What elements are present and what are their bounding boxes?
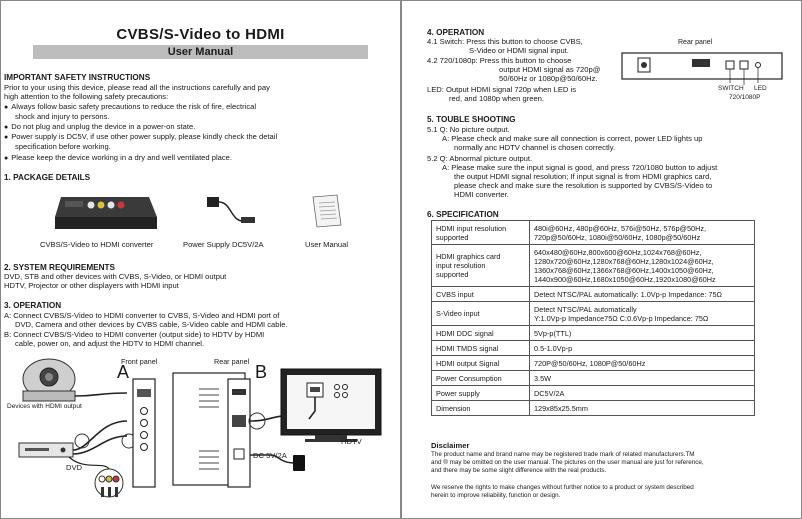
spec-value-cell: [530, 401, 755, 416]
operation-a-1: A: Connect CVBS/S-Video to HDMI converter to CVBS, S-Video and HDMI port of: [4, 311, 280, 320]
spec-value-cell: [530, 356, 755, 371]
spec-row: [432, 386, 755, 401]
spec-value-cell: [530, 221, 755, 245]
diagram-hdtv-label: HDTV: [341, 437, 362, 446]
spec-table-body: [432, 221, 755, 416]
diagram-label-b: B: [255, 362, 268, 382]
op4-line-2: S-Video or HDMI signal input.: [469, 46, 569, 55]
spec-key-line: supported: [436, 270, 469, 279]
spec-key-line: HDMI input resolution: [436, 223, 507, 233]
trouble-a2-4: HDMI converter.: [454, 190, 509, 199]
spec-key-line: Dimension: [436, 403, 471, 413]
spec-row: [432, 401, 755, 416]
disclaimer-line-1: The product name and brand name may be registered trade mark of related manufacturers.TM: [431, 451, 695, 458]
spec-value-line: 3.5W: [534, 373, 552, 383]
op4-heading: 4. OPERATION: [427, 28, 485, 37]
spec-key-cell: [432, 221, 530, 245]
disclaimer-line-2: and ® may be omitted on the user manual. The pictures on the user manual are just for reference,: [431, 459, 704, 466]
spec-row: [432, 302, 755, 326]
operation-heading: 3. OPERATION: [4, 301, 62, 310]
spec-key-line: Power Consumption: [436, 373, 502, 383]
spec-key-cell: [432, 302, 530, 326]
spec-key-line: input resolution: [436, 261, 486, 270]
spec-value-cell: [530, 371, 755, 386]
op4-line-7: red, and 1080p when green.: [449, 94, 544, 103]
spec-key-line: HDMI output Signal: [436, 358, 500, 368]
op4-line-1: 4.1 Switch: Press this button to choose CVBS,: [427, 37, 583, 46]
disclaimer-line-4: We reserve the rights to make changes without further notice to a product or system described: [431, 484, 694, 491]
spec-value-cell: [530, 341, 755, 356]
spec-value-cell: [530, 245, 755, 287]
trouble-a2-3: please check and make sure the resolution is supported by CVBS/S-Video to: [454, 181, 713, 190]
trouble-heading: 5. TOUBLE SHOOTING: [427, 115, 516, 124]
spec-key-line: HDMI TMDS signal: [436, 343, 499, 353]
manual-banner: User Manual: [33, 45, 368, 59]
safety-bullet-4-text: Please keep the device working in a dry and well ventilated place.: [11, 153, 233, 162]
spec-value-line: 1440x900@60Hz,1680x1050@60Hz,1920x1080@60Hz: [534, 274, 716, 284]
spec-key-line: HDMI graphics card: [436, 252, 501, 261]
user-manual-image: [309, 193, 345, 231]
safety-bullet-1-cont: shock and injury to persons.: [15, 112, 110, 121]
spec-row: [432, 341, 755, 356]
spec-key-line: HDMI DDC signal: [436, 328, 494, 338]
spec-key-cell: [432, 326, 530, 341]
spec-value-line: Detect NTSC/PAL automatically: [534, 304, 637, 314]
operation-a-2: DVD, Camera and other devices by CVBS cable, S-Video cable and HDMI cable.: [15, 320, 288, 329]
spec-key-cell: [432, 356, 530, 371]
spec-table: [431, 220, 755, 416]
disclaimer-heading: Disclaimer: [431, 441, 470, 450]
spec-row: [432, 356, 755, 371]
safety-intro-2: high attention to the following safety precautions:: [4, 92, 169, 101]
rear-switch-label: SWITCH: [718, 85, 744, 92]
spec-value-cell: [530, 386, 755, 401]
safety-heading: IMPORTANT SAFETY INSTRUCTIONS: [4, 73, 151, 82]
camera-icon: [23, 359, 75, 401]
trouble-a1-2: normally anc HDTV channel is chosen correctly.: [454, 143, 616, 152]
spec-value-line: 1360x768@60Hz,1366x768@60Hz,1400x1050@60Hz,: [534, 265, 714, 275]
safety-bullet-1-text: Always follow basic safety precautions to reduce the risk of fire, electrical: [11, 102, 257, 111]
rear-led-label: LED: [754, 85, 767, 92]
sysreq-line-1: DVD, STB and other devices with CVBS, S-Video, or HDMI output: [4, 272, 227, 281]
safety-bullet-3: [4, 132, 277, 142]
spec-value-line: Detect NTSC/PAL automatically: 1.0Vp-p Impedance: 75Ω: [534, 289, 722, 299]
trouble-q2: 5.2 Q: Abnormal picture output.: [427, 154, 533, 163]
spec-key-cell: [432, 341, 530, 356]
power-supply-image: [201, 191, 261, 231]
spec-row: [432, 245, 755, 287]
safety-bullet-2-text: Do not plug and unplug the device in a power-on state.: [11, 122, 196, 131]
disclaimer-line-5: herein to improve reliability, function or design.: [431, 492, 561, 499]
diagram-devices-label: Devices with HDMI output: [7, 403, 82, 410]
diagram-dc-label: DC 5V/2A: [253, 451, 287, 460]
package-item-manual: User Manual: [305, 240, 349, 249]
package-heading: 1. PACKAGE DETAILS: [4, 173, 91, 182]
diagram-dvd-label: DVD: [66, 463, 83, 472]
rear-panel-diagram: [620, 49, 786, 85]
op4-line-5: 50/60Hz or 1080p@50/60Hz.: [499, 74, 598, 83]
rca-connector-icon: [95, 469, 123, 497]
spec-row: [432, 287, 755, 302]
safety-intro-1: Prior to your using this device, please read all the instructions carefully and pay: [4, 83, 270, 92]
spec-key-line: supported: [436, 232, 469, 242]
spec-value-line: 640x480@60Hz,800x600@60Hz,1024x768@60Hz,: [534, 247, 702, 257]
diagram-front-panel: Front panel: [121, 357, 158, 366]
spec-value-line: Y:1.0Vp-p Impedance75Ω C:0.6Vp-p Impedance: 75Ω: [534, 313, 709, 323]
diagram-label-a: A: [117, 362, 130, 382]
op4-line-3: 4.2 720/1080p: Press this button to choose: [427, 56, 572, 65]
spec-value-line: DC5V/2A: [534, 388, 565, 398]
safety-bullet-2: [4, 122, 195, 132]
spec-key-cell: [432, 386, 530, 401]
spec-value-line: 5Vp-p(TTL): [534, 328, 572, 338]
spec-value-line: 0.5-1.0Vp-p: [534, 343, 573, 353]
rear-res-label: 720/1080P: [729, 94, 761, 101]
safety-bullet-1: [4, 102, 256, 112]
spec-value-line: 1280x720@60Hz,1280x768@60Hz,1280x1024@60Hz,: [534, 256, 714, 266]
spec-value-cell: [530, 302, 755, 326]
safety-bullet-3-text: Power supply is DC5V, if use other power supply, please kindly check the detail: [11, 132, 278, 141]
spec-value-line: 480i@60Hz, 480p@60Hz, 576i@50Hz, 576p@50Hz,: [534, 223, 707, 233]
spec-value-line: 720p@50/60Hz, 1080i@50/60Hz, 1080p@50/60Hz: [534, 232, 701, 242]
spec-key-cell: [432, 401, 530, 416]
operation-b-1: B: Connect CVBS/S-Video to HDMI converter (output side) to HDTV by HDMI: [4, 330, 265, 339]
spec-key-cell: [432, 371, 530, 386]
spec-key-cell: [432, 287, 530, 302]
package-item-converter: CVBS/S-Video to HDMI converter: [40, 240, 154, 249]
trouble-a2-2: the output HDMI signal resolution; If input signal is from HDMI graphics card,: [454, 172, 712, 181]
rear-panel-caption: Rear panel: [678, 39, 713, 46]
spec-row: [432, 221, 755, 245]
operation-b-2: cable, power on, and adjust the HDTV to HDMI channel.: [15, 339, 205, 348]
spec-heading: 6. SPECIFICATION: [427, 210, 499, 219]
spec-key-line: S-Video input: [436, 309, 480, 318]
op4-line-6: LED: Output HDMI signal 720p when LED is: [427, 85, 576, 94]
spec-row: [432, 326, 755, 341]
hdtv-icon: [281, 369, 381, 442]
converter-image: [53, 189, 159, 233]
sysreq-line-2: HDTV, Projector or other displayers with HDMI input: [4, 281, 179, 290]
dvd-player-icon: [19, 443, 73, 457]
safety-bullet-4: [4, 153, 232, 163]
spec-key-line: Power supply: [436, 388, 480, 398]
package-item-power: Power Supply DC5V/2A: [183, 240, 264, 249]
trouble-a1-1: A: Please check and make sure all connection is correct, power LED lights up: [442, 134, 703, 143]
trouble-a2-1: A: Please make sure the input signal is good, and press 720/1080 button to adjust: [442, 163, 718, 172]
trouble-q1: 5.1 Q: No picture output.: [427, 125, 510, 134]
spec-value-line: 720P@50/60Hz, 1080P@50/60Hz: [534, 358, 646, 368]
spec-value-line: 129x85x25.5mm: [534, 403, 588, 413]
safety-bullet-3-cont: specification before working.: [15, 142, 111, 151]
spec-row: [432, 371, 755, 386]
spec-key-line: CVBS input: [436, 289, 474, 299]
disclaimer-line-3: and there may be some slight difference with the real products.: [431, 467, 607, 474]
diagram-rear-panel: Rear panel: [214, 357, 250, 366]
spec-value-cell: [530, 287, 755, 302]
sysreq-heading: 2. SYSTEM REQUIREMENTS: [4, 263, 116, 272]
spec-key-cell: [432, 245, 530, 287]
connection-diagram: [9, 351, 394, 516]
spec-value-cell: [530, 326, 755, 341]
op4-line-4: output HDMI signal as 720p@: [499, 65, 601, 74]
manual-title: CVBS/S-Video to HDMI: [116, 26, 285, 43]
